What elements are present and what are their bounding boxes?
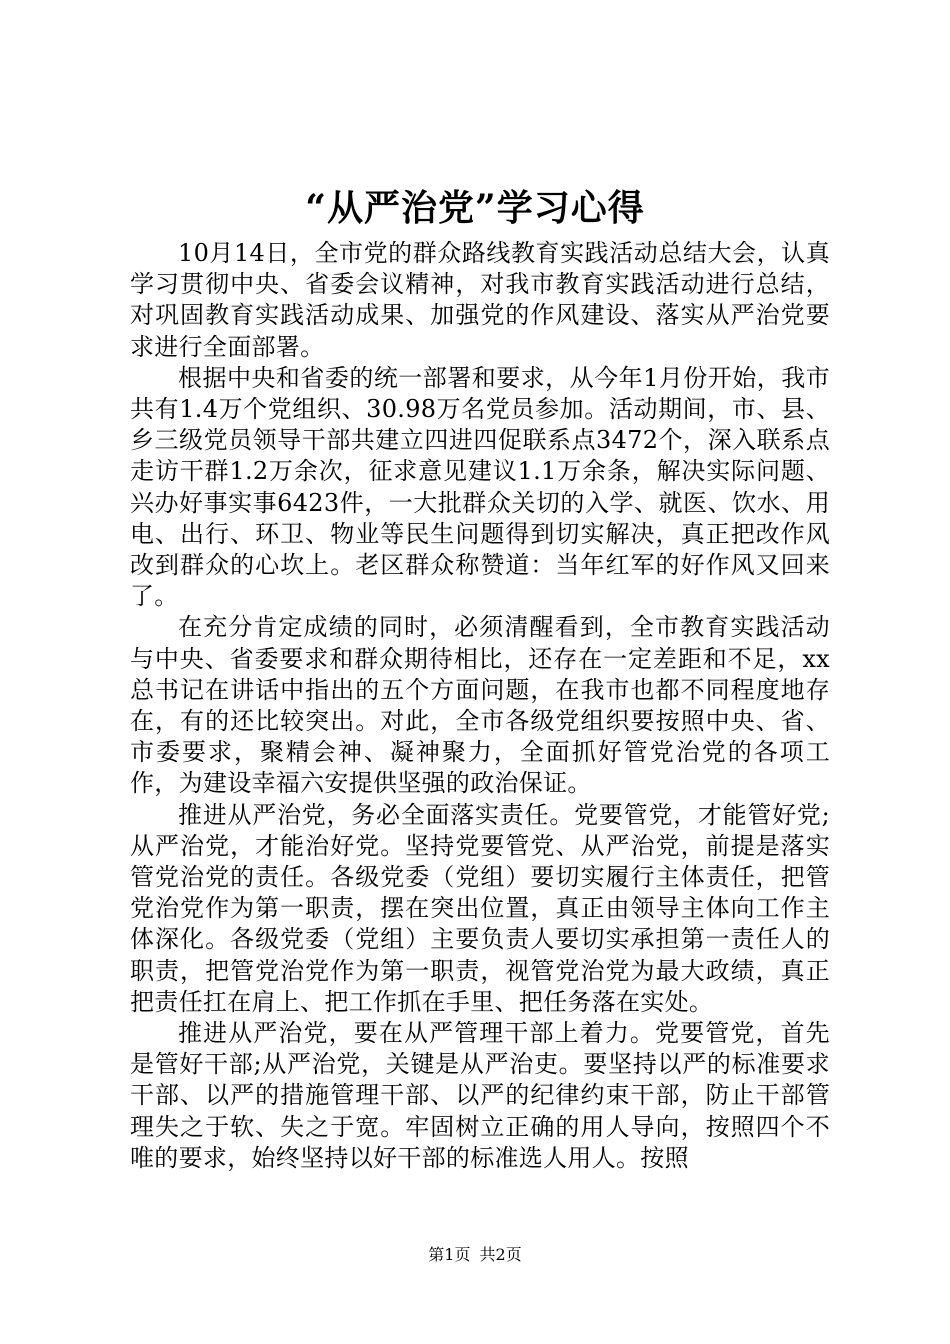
paragraph: 推进从严治党，要在从严管理干部上着力。党要管党，首先是管好干部;从严治党，关键是从严治吏。要坚持以严的标准要求干部、以严的措施管理干部、以严的纪律约束干部，防止干部管理失之于软、失之于宽。牢固树立正确的用人导向，按照四个不唯的要求，始终坚持以好干部的标准选人用人。按照 [130,1019,830,1172]
page-footer [0,1244,950,1266]
paragraph: 推进从严治党，务必全面落实责任。党要管党，才能管好党;从严治党，才能治好党。坚持党要管党、从严治党，前提是落实管党治党的责任。各级党委（党组）要切实履行主体责任，把管党治党作为第一职责，摆在突出位置，真正由领导主体向工作主体深化。各级党委（党组）主要负责人要切实承担第一责任人的职责，把管党治党作为第一职责，视管党治党为最大政绩，真正把责任扛在肩上、把工作抓在手里、把任务落在实处。 [130,800,830,1016]
page-number: 第1页 [428,1245,471,1264]
document-body [130,238,830,1174]
paragraph: 在充分肯定成绩的同时，必须清醒看到，全市教育实践活动与中央、省委要求和群众期待相比，还存在一定差距和不足，xx总书记在讲话中指出的五个方面问题，在我市也都不同程度地存在，有的还比较突出。对此，全市各级党组织要按照中央、省、市委要求，聚精会神、凝神聚力，全面抓好管党治党的各项工作，为建设幸福六安提供坚强的政治保证。 [130,613,830,798]
paragraph: 10月14日，全市党的群众路线教育实践活动总结大会，认真学习贯彻中央、省委会议精神，对我市教育实践活动进行总结，对巩固教育实践活动成果、加强党的作风建设、落实从严治党要求进行全面部署。 [130,239,830,361]
total-pages: 共2页 [479,1245,522,1264]
document-title: “从严治党”学习心得 [305,187,645,229]
paragraph: 根据中央和省委的统一部署和要求，从今年1月份开始，我市共有1.4万个党组织、30.98万名党员参加。活动期间，市、县、乡三级党员领导干部共建立四进四促联系点3472个，深入联系点走访干群1.2万余次，征求意见建议1.1万余条，解决实际问题、兴办好事实事6423件，一大批群众关切的入学、就医、饮水、用电、出行、环卫、物业等民生问题得到切实解决，真正把改作风改到群众的心坎上。老区群众称赞道：当年红军的好作风又回来了。 [130,363,830,611]
